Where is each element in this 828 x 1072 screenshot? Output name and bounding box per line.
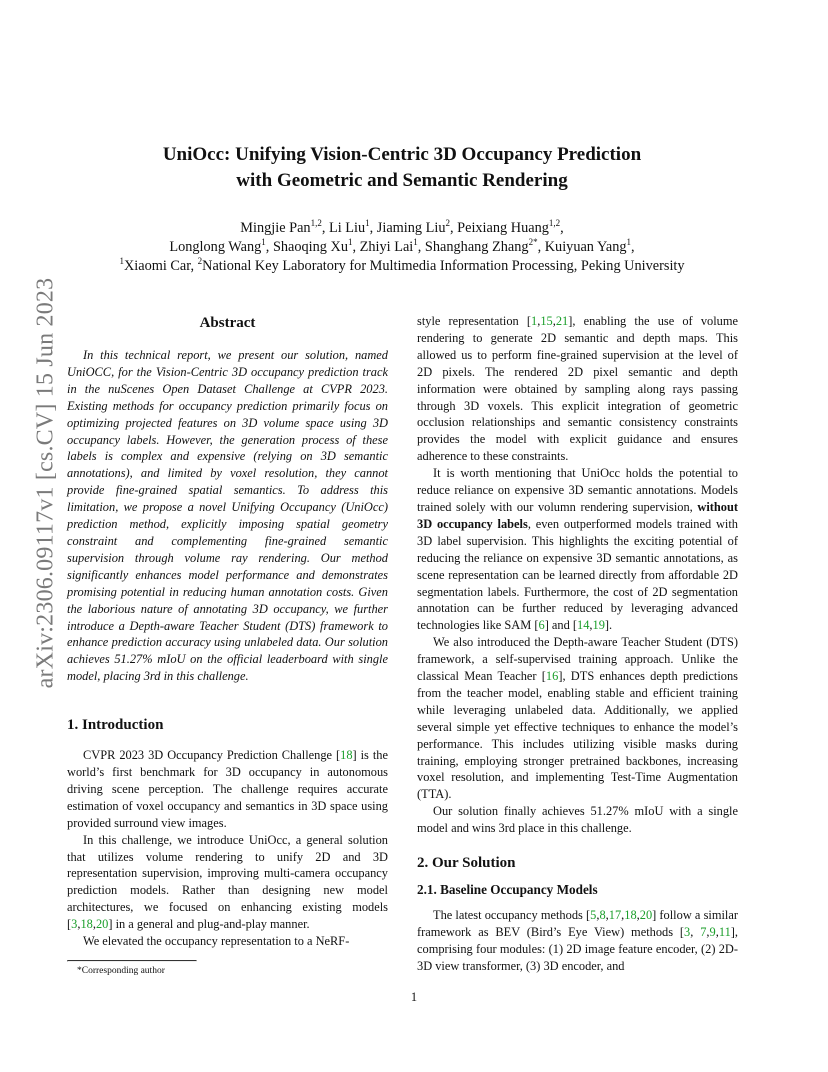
- citation-link[interactable]: 18: [80, 917, 93, 932]
- affiliation-mark: 2: [197, 256, 203, 267]
- citation-link[interactable]: 19: [592, 618, 605, 633]
- author-affiliation-mark: 1: [626, 237, 632, 248]
- left-column: [67, 313, 388, 977]
- author-name: Mingjie Pan: [240, 220, 311, 236]
- title-line-2: with Geometric and Semantic Rendering: [236, 170, 568, 191]
- intro-paragraph-1: CVPR 2023 3D Occupancy Prediction Challenge [18] is the world’s first benchmark for 3D occupancy in autonomous driving scene perception. The challenge requires accurate estimation of voxel occupancy and semantics in 3D space using provided surround view images.: [67, 748, 388, 830]
- citation-link[interactable]: 7: [700, 925, 707, 939]
- introduction-heading: 1. Introduction: [67, 717, 164, 734]
- title-line-1: UniOcc: Unifying Vision-Centric 3D Occupancy Prediction: [162, 144, 642, 165]
- author-name: Shaoqing Xu: [272, 239, 348, 256]
- citation-link[interactable]: 6: [538, 618, 545, 633]
- citation-link[interactable]: 18: [624, 908, 637, 923]
- citation-link[interactable]: 5: [590, 908, 597, 923]
- right-paragraph-1: style representation [1,15,21], enabling the use of volume rendering to generate 2D semantic and depth maps. This allowed us to perform fine-grained supervision at the level of 2D pixels. The rendered 2D pixel semantic and depth information were obtained by sampling along rays passing through 3D voxels. This explicit integration of geometric occlusion relationships and semantic consistency constraints provides the model with explicit guidance and ensures adherence to these constraints.: [417, 314, 738, 464]
- right-column: [417, 313, 738, 975]
- affiliation-name: Xiaomi Car: [123, 258, 191, 275]
- citation-link[interactable]: 14: [577, 618, 590, 633]
- intro-paragraph-3: We elevated the occupancy representation to a NeRF-: [83, 934, 350, 949]
- abstract-paragraph: In this technical report, we present our solution, named UniOCC, for the Vision-Centric 3D occupancy prediction track in the nuScenes Open Dataset Challenge at CVPR 2023. Existing methods for occupancy prediction primarily focus on optimizing projected features on 3D volume space using 3D occupancy labels. However, the generation process of these labels is complex and expensive (relying on 3D semantic annotations), and limited by voxel resolution, they cannot provide fine-grained spatial semantics. To address this limitation, we propose a novel Unifying Occupancy (UniOcc) prediction method, explicitly imposing spatial geometry constraint and complementing fine-grained semantic supervision through volume ray rendering. Our method significantly enhances model performance and demonstrates promising potential in reducing human annotation costs. Given the laborious nature of annotating 3D occupancy, we further introduce a Depth-aware Teacher Student (DTS) framework to enhance prediction accuracy using unlabeled data. Our solution achieves 51.27% mIoU on the official leaderboard with single model, placing 3rd in this challenge.: [67, 348, 388, 684]
- citation-link[interactable]: 8: [599, 908, 606, 923]
- citation-link[interactable]: 15: [540, 314, 553, 328]
- author-affiliation-mark: 1: [261, 237, 266, 248]
- citation-link[interactable]: 17: [608, 908, 622, 923]
- bold-phrase: without 3D occupancy labels: [417, 499, 738, 531]
- baseline-heading: 2.1. Baseline Occupancy Models: [417, 882, 598, 898]
- footnote-rule: [67, 960, 197, 962]
- citation-link[interactable]: 18: [340, 748, 353, 763]
- author-line-2: Longlong Wang$^1$, Shaoqing Xu$^1$, Zhiyi Lai$^1$, Shanghang Zhang$^{2*}$, Kuiyuan Yang$^1$,: [169, 237, 635, 256]
- author-affiliation-mark: 1,2: [310, 218, 322, 229]
- footnote-corresponding-author: *Corresponding author: [77, 966, 165, 976]
- author-affiliation-mark: 2*: [528, 237, 538, 248]
- arxiv-identifier: [31, 277, 61, 689]
- author-affiliation-mark: 1: [365, 218, 370, 229]
- affiliation-line: $^1$Xiaomi Car, $^2$National Key Laboratory for Multimedia Information Processing, Peking University: [119, 256, 685, 275]
- citation-link[interactable]: 11: [718, 925, 731, 939]
- author-name: Jiaming Liu: [376, 220, 446, 236]
- affiliation-mark: 1: [119, 256, 124, 267]
- right-paragraph-3: We also introduced the Depth-aware Teacher Student (DTS) framework, a self-supervised training approach. Unlike the classical Mean Teacher [16], DTS enhances depth predictions from the teacher model, enabling stable and efficient training while leveraging unlabeled data. Additionally, we applied several simple yet effective techniques to enhance the model’s performance. This includes utilizing visible masks during training, employing stronger pretrained backbones, increasing voxel resolution, and implementing Test-Time Augmentation (TTA).: [417, 635, 739, 802]
- author-block: [60, 219, 744, 277]
- author-name: Peixiang Huang: [457, 220, 549, 236]
- citation-link[interactable]: 21: [555, 314, 569, 328]
- our-solution-heading: 2. Our Solution: [417, 855, 516, 872]
- footnote-area: [67, 960, 388, 977]
- page-number: 1: [410, 990, 418, 1004]
- abstract-heading: Abstract: [199, 315, 256, 331]
- author-name: Zhiyi Lai: [359, 239, 414, 256]
- citation-link[interactable]: 3: [684, 925, 691, 939]
- author-line-1: Mingjie Pan$^{1,2}$, Li Liu$^1$, Jiaming Liu$^2$, Peixiang Huang$^{1,2}$,: [240, 218, 564, 236]
- author-affiliation-mark: 1,2: [548, 218, 561, 229]
- citation-link[interactable]: 1: [531, 314, 538, 328]
- right-paragraph-4: Our solution finally achieves 51.27% mIoU with a single model and wins 3rd place in this challenge.: [417, 804, 738, 836]
- citation-link[interactable]: 3: [71, 917, 78, 932]
- right-paragraph-5: The latest occupancy methods [5,8,17,18,20] follow a similar framework as BEV (Bird’s Eye View) methods [3, 7,9,11], comprising four modules: (1) 2D image feature encoder, (2) 2D-3D view transformer, (3) 3D encoder, and: [417, 908, 738, 973]
- author-name: Li Liu: [328, 220, 366, 236]
- paper-title: [100, 142, 704, 194]
- intro-paragraph-2: In this challenge, we introduce UniOcc, a general solution that utilizes volume rendering to unify 2D and 3D representation supervision, improving multi-camera occupancy prediction models. Rather than designing new model architectures, we focused on enhancing existing models [3,18,20] in a general and plug-and-play manner.: [67, 832, 388, 932]
- citation-link[interactable]: 16: [545, 669, 559, 684]
- affiliation-name: National Key Laboratory for Multimedia Information Processing, Peking University: [202, 258, 685, 275]
- author-affiliation-mark: 1: [348, 237, 353, 248]
- arxiv-identifier-text: arXiv:2306.09117v1 [cs.CV] 15 Jun 2023: [32, 277, 59, 689]
- author-affiliation-mark: 1: [413, 237, 418, 248]
- citation-link[interactable]: 9: [709, 925, 716, 939]
- author-name: Kuiyuan Yang: [544, 239, 627, 256]
- author-name: Longlong Wang: [169, 239, 262, 256]
- right-paragraph-2: It is worth mentioning that UniOcc holds the potential to reduce reliance on expensive 3D semantic annotations. Models trained solely with our volumn rendering supervision, without 3D occupancy labels, even outperformed models trained with 3D label supervision. This highlights the exciting potential of reducing the reliance on expensive 3D semantic annotations, as scene representation can be learned directly from affordable 2D segmentation labels. Furthermore, the cost of 2D segmentation annotation can be further reduced by leveraging advanced technologies like SAM [6] and [14,19].: [417, 466, 738, 633]
- author-name: Shanghang Zhang: [424, 239, 529, 256]
- author-affiliation-mark: 2: [445, 218, 450, 229]
- citation-link[interactable]: 20: [639, 908, 653, 923]
- citation-link[interactable]: 20: [95, 917, 109, 932]
